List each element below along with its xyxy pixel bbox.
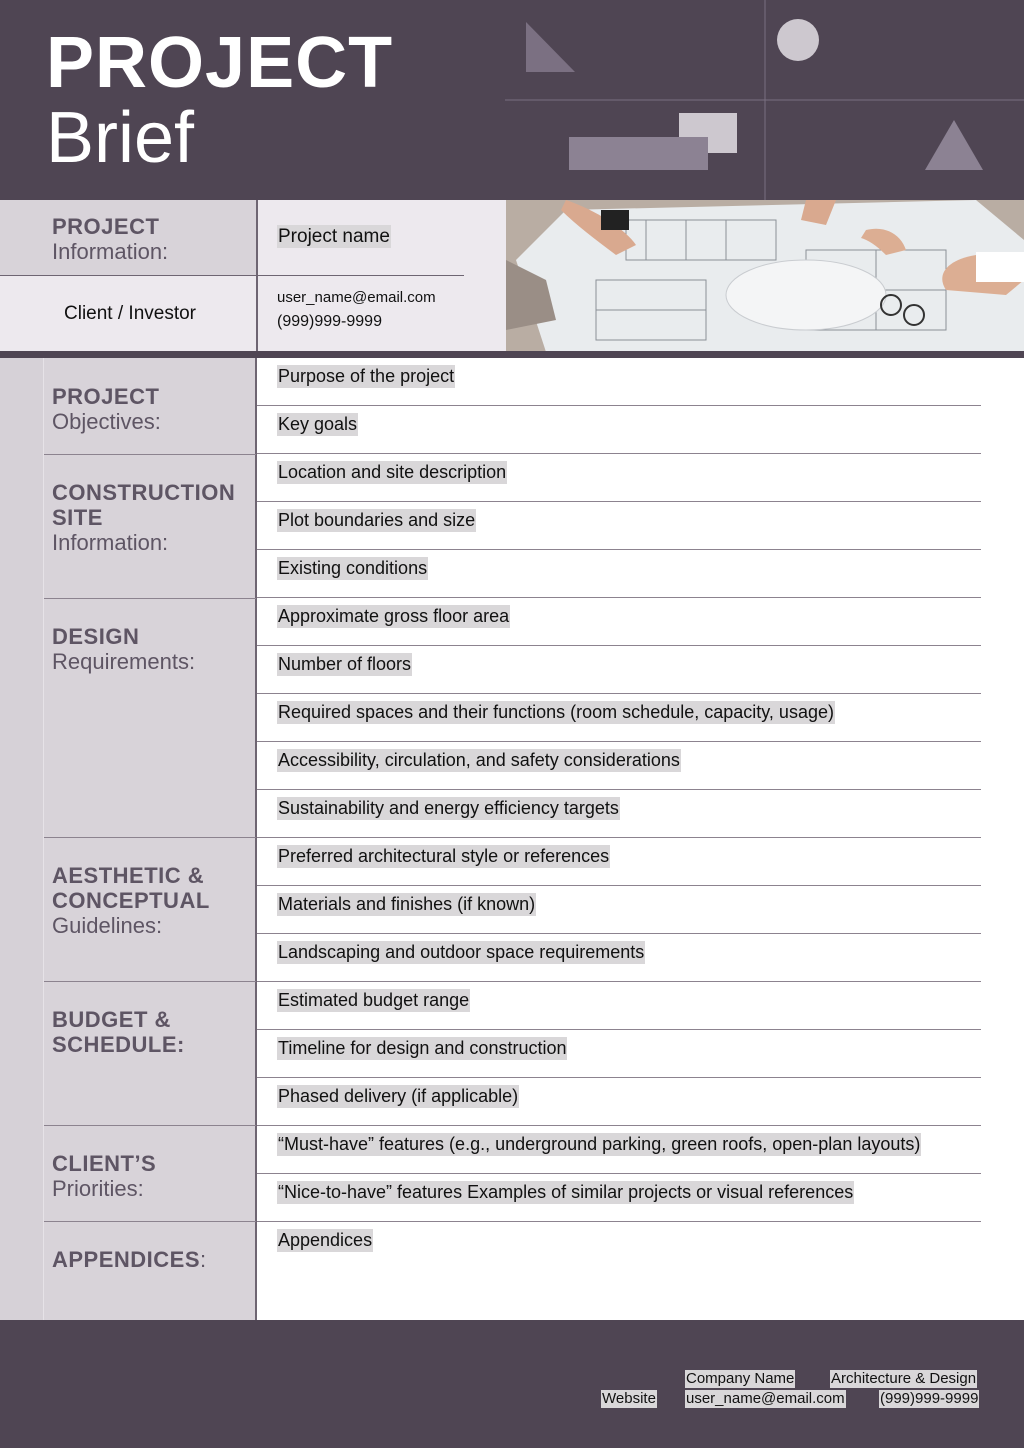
title-light: Brief bbox=[46, 98, 195, 178]
header-banner bbox=[0, 0, 1024, 200]
info-label-divider bbox=[0, 275, 256, 276]
info-divider-bar bbox=[0, 351, 1024, 358]
appendices-heading: APPENDICES: bbox=[52, 1247, 207, 1272]
info-heading bbox=[52, 214, 168, 264]
project-name-field[interactable]: Project name bbox=[278, 226, 390, 247]
budget-heading: BUDGET & SCHEDULE: bbox=[52, 1007, 185, 1057]
footer-website[interactable]: Website bbox=[602, 1390, 656, 1407]
section-aesthetic bbox=[44, 837, 256, 981]
objectives-heading: PROJECT Objectives: bbox=[52, 384, 161, 434]
decorative-shapes bbox=[0, 0, 1024, 200]
info-heading-light: Information: bbox=[52, 239, 169, 264]
info-label-cell bbox=[44, 200, 256, 276]
row-materials[interactable]: Materials and finishes (if known) bbox=[257, 886, 981, 934]
section-design bbox=[44, 598, 256, 837]
priorities-heading: CLIENT’S Priorities: bbox=[52, 1151, 157, 1201]
design-heading: DESIGN Requirements: bbox=[52, 624, 196, 674]
row-accessibility[interactable]: Accessibility, circulation, and safety considerations bbox=[257, 742, 981, 790]
client-cell bbox=[44, 276, 256, 352]
aesthetic-heading: AESTHETIC & CONCEPTUAL Guidelines: bbox=[52, 863, 210, 938]
row-purpose[interactable]: Purpose of the project bbox=[257, 358, 981, 406]
section-priorities bbox=[44, 1125, 256, 1221]
left-strip bbox=[0, 358, 44, 1320]
row-budget[interactable]: Estimated budget range bbox=[257, 982, 981, 1030]
footer-company: Company Name bbox=[686, 1370, 795, 1387]
footer-phone: (999)999-9999 bbox=[880, 1390, 979, 1407]
footer-email[interactable]: user_name@email.com bbox=[686, 1390, 845, 1407]
row-key-goals[interactable]: Key goals bbox=[257, 406, 981, 454]
client-email: user_name@email.com bbox=[277, 289, 436, 306]
info-divider bbox=[256, 275, 464, 276]
section-objectives bbox=[44, 358, 256, 454]
row-nice-to-have[interactable]: “Nice-to-have” features Examples of similar projects or visual references bbox=[257, 1174, 981, 1222]
section-site bbox=[44, 454, 256, 598]
row-style[interactable]: Preferred architectural style or references bbox=[257, 838, 981, 886]
site-heading: CONSTRUCTION SITE Information: bbox=[52, 480, 236, 555]
info-heading-bold: PROJECT bbox=[52, 214, 160, 239]
title-bold: PROJECT bbox=[46, 23, 394, 103]
row-spaces[interactable]: Required spaces and their functions (room schedule, capacity, usage) bbox=[257, 694, 981, 742]
client-phone: (999)999-9999 bbox=[277, 313, 382, 330]
blueprint-photo bbox=[506, 200, 1024, 352]
row-location[interactable]: Location and site description bbox=[257, 454, 981, 502]
row-timeline[interactable]: Timeline for design and construction bbox=[257, 1030, 981, 1078]
row-existing[interactable]: Existing conditions bbox=[257, 550, 981, 598]
row-appendices[interactable]: Appendices bbox=[278, 1230, 373, 1250]
info-values-cell bbox=[256, 200, 506, 352]
info-strip-2 bbox=[0, 276, 44, 352]
row-phased[interactable]: Phased delivery (if applicable) bbox=[257, 1078, 981, 1126]
section-budget bbox=[44, 981, 256, 1125]
info-strip bbox=[0, 200, 44, 276]
row-landscaping[interactable]: Landscaping and outdoor space requirements bbox=[257, 934, 981, 982]
client-label: Client / Investor bbox=[64, 303, 196, 324]
row-sustainability[interactable]: Sustainability and energy efficiency targets bbox=[257, 790, 981, 838]
footer-tagline: Architecture & Design bbox=[831, 1370, 977, 1387]
row-floor-area[interactable]: Approximate gross floor area bbox=[257, 598, 981, 646]
section-appendices bbox=[44, 1221, 256, 1320]
footer bbox=[0, 1320, 1024, 1448]
row-plot[interactable]: Plot boundaries and size bbox=[257, 502, 981, 550]
row-floors[interactable]: Number of floors bbox=[257, 646, 981, 694]
row-must-have[interactable]: “Must-have” features (e.g., underground parking, green roofs, open-plan layouts) bbox=[257, 1126, 981, 1174]
